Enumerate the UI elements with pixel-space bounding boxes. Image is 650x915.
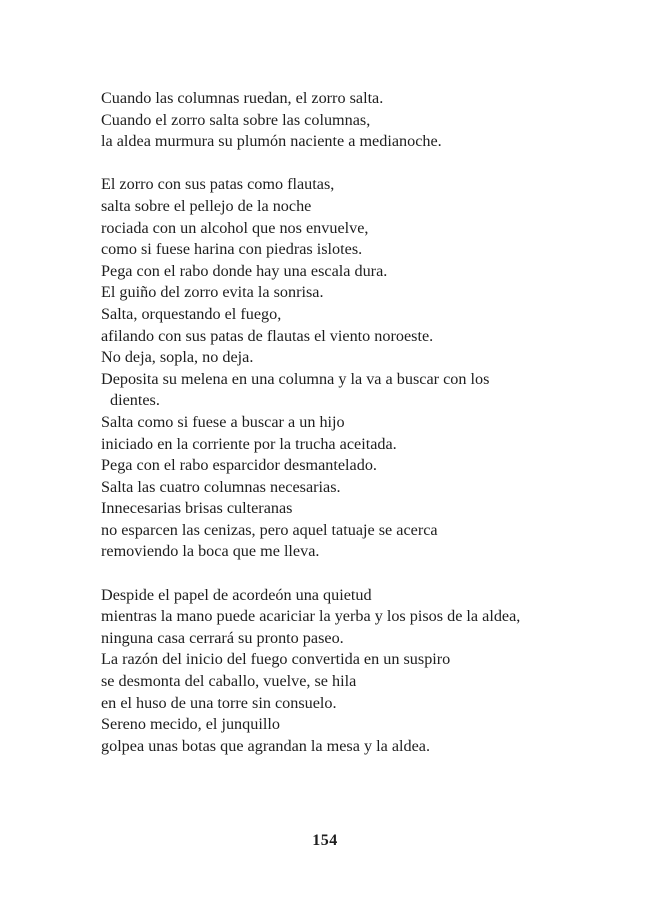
poem-line: Pega con el rabo donde hay una escala dura. bbox=[101, 261, 388, 280]
stanza-1 bbox=[101, 88, 621, 153]
poem-line: no esparcen las cenizas, pero aquel tatuaje se acerca bbox=[101, 520, 438, 539]
poem-line: Salta, orquestando el fuego, bbox=[101, 304, 282, 323]
poem-line: Salta como si fuese a buscar a un hijo bbox=[101, 412, 345, 431]
poem-line: Cuando las columnas ruedan, el zorro salta. bbox=[101, 89, 384, 107]
poem-line: iniciado en la corriente por la trucha aceitada. bbox=[101, 434, 397, 453]
poem-line: se desmonta del caballo, vuelve, se hila bbox=[101, 672, 357, 691]
poem-line: Despide el papel de acordeón una quietud bbox=[101, 585, 372, 604]
stanza-3 bbox=[101, 585, 621, 758]
page-number: 154 bbox=[312, 832, 338, 849]
poem-line: Salta las cuatro columnas necesarias. bbox=[101, 477, 341, 496]
stanza-2 bbox=[101, 174, 621, 563]
poem-line: removiendo la boca que me lleva. bbox=[101, 542, 320, 561]
poem-line: golpea unas botas que agrandan la mesa y la aldea. bbox=[101, 736, 431, 755]
poem-line: rociada con un alcohol que nos envuelve, bbox=[101, 218, 369, 237]
poem-line: El zorro con sus patas como flautas, bbox=[101, 175, 335, 194]
poem-line: salta sobre el pellejo de la noche bbox=[101, 196, 312, 215]
poem-line: Cuando el zorro salta sobre las columnas, bbox=[101, 110, 371, 129]
poem-line: La razón del inicio del fuego convertida en un suspiro bbox=[101, 650, 451, 669]
poem-line: El guiño del zorro evita la sonrisa. bbox=[101, 283, 324, 302]
poem-line-continuation: dientes. bbox=[110, 391, 160, 410]
poem-line: No deja, sopla, no deja. bbox=[101, 348, 254, 367]
poem bbox=[101, 88, 621, 779]
poem-line: mientras la mano puede acariciar la yerba y los pisos de la aldea, bbox=[101, 607, 521, 626]
poem-line: Pega con el rabo esparcidor desmantelado. bbox=[101, 456, 377, 475]
poem-line: Sereno mecido, el junquillo bbox=[101, 715, 280, 734]
poem-line: en el huso de una torre sin consuelo. bbox=[101, 693, 337, 712]
poem-line: la aldea murmura su plumón naciente a medianoche. bbox=[101, 132, 442, 151]
poem-line: como si fuese harina con piedras islotes. bbox=[101, 240, 363, 259]
poem-line: Innecesarias brisas culteranas bbox=[101, 499, 293, 518]
poem-line: Deposita su melena en una columna y la va a buscar con los bbox=[101, 369, 490, 388]
poem-line: ninguna casa cerrará su pronto paseo. bbox=[101, 628, 344, 647]
poem-line: afilando con sus patas de flautas el viento noroeste. bbox=[101, 326, 434, 345]
